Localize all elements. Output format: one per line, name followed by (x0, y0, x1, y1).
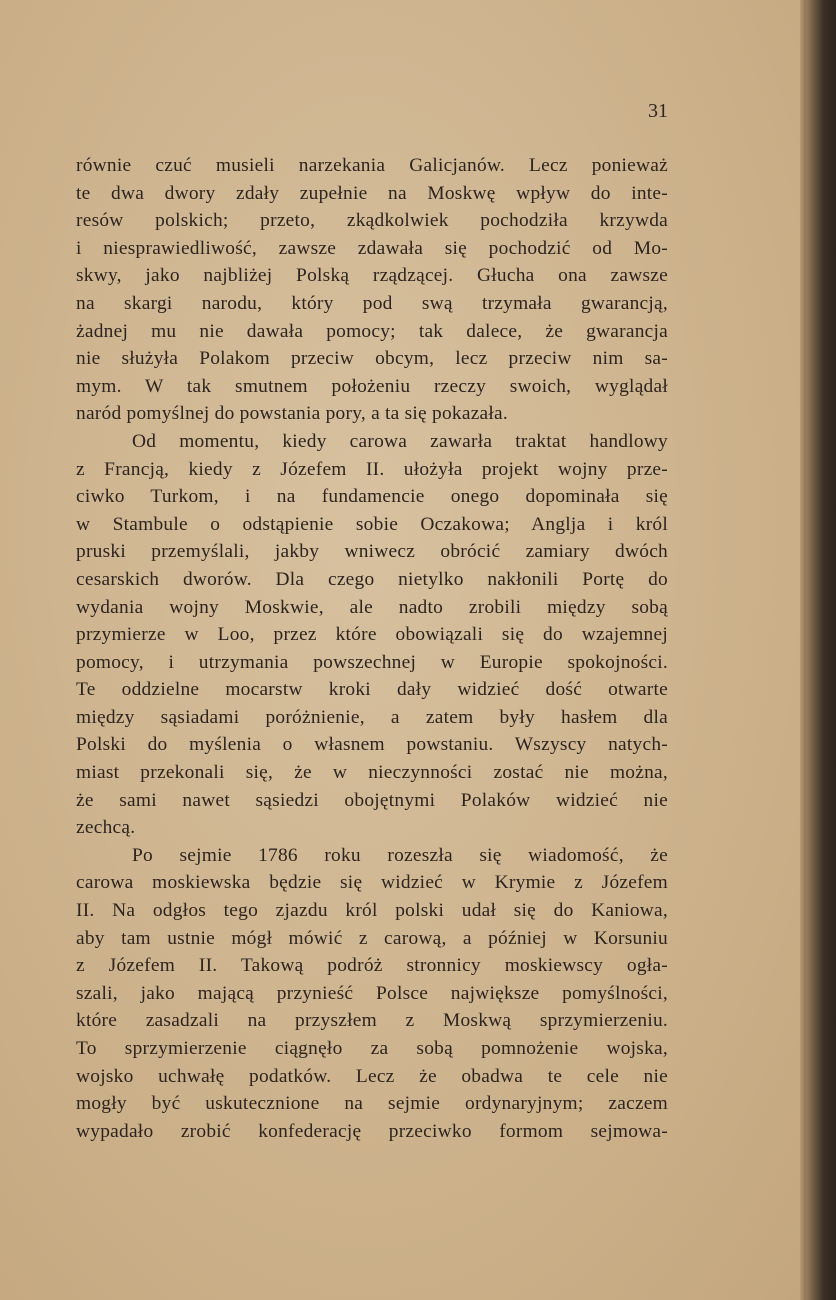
text-line: z Józefem II. Takową podróż stronnicy moskiewscy ogła- (76, 955, 668, 977)
text-line: które zasadzali na przyszłem z Moskwą sprzymierzeniu. (76, 1010, 668, 1032)
text-line: resów polskich; przeto, zkądkolwiek pochodziła krzywda (76, 210, 668, 232)
text-line: wydania wojny Moskwie, ale nadto zrobili między sobą (76, 596, 668, 618)
page-number: 31 (648, 100, 668, 122)
text-line: pruski przemyślali, jakby wniwecz obrócić zamiary dwóch (76, 541, 668, 563)
body-text (76, 152, 668, 1145)
text-line: i niesprawiedliwość, zawsze zdawała się pochodzić od Mo- (76, 237, 668, 259)
text-line: równie czuć musieli narzekania Galicjanów. Lecz ponieważ (76, 155, 668, 176)
text-line: żadnej mu nie dawała pomocy; tak dalece, że gwarancja (76, 320, 668, 342)
text-line: miast przekonali się, że w nieczynności zostać nie można, (76, 762, 668, 784)
text-line: II. Na odgłos tego zjazdu król polski udał się do Kaniowa, (76, 900, 668, 922)
text-line: wojsko uchwałę podatków. Lecz że obadwa te cele nie (76, 1065, 668, 1087)
text-line: Od momentu, kiedy carowa zawarła traktat handlowy (132, 430, 668, 452)
text-line: szali, jako mającą przynieść Polsce największe pomyślności, (76, 982, 668, 1004)
text-line: mym. W tak smutnem położeniu rzeczy swoich, wyglądał (76, 375, 668, 397)
text-line: pomocy, i utrzymania powszechnej w Europie spokojności. (76, 651, 668, 673)
text-line: Po sejmie 1786 roku rozeszła się wiadomość, że (132, 844, 668, 866)
text-line: Te oddzielne mocarstw kroki dały widzieć dość otwarte (76, 679, 668, 701)
text-line: cesarskich dworów. Dla czego nietylko nakłonili Portę do (76, 568, 668, 590)
text-line: mogły być uskutecznione na sejmie ordynaryjnym; zaczem (76, 1093, 668, 1115)
text-line: że sami nawet sąsiedzi obojętnymi Polaków widzieć nie (76, 789, 668, 811)
text-line: carowa moskiewska będzie się widzieć w Krymie z Józefem (76, 872, 668, 894)
book-gutter (806, 0, 836, 1300)
text-line: na skargi narodu, który pod swą trzymała gwarancją, (76, 292, 668, 314)
text-line: To sprzymierzenie ciągnęło za sobą pomnożenie wojska, (76, 1038, 668, 1059)
text-line: skwy, jako najbliżej Polską rządzącej. Głucha ona zawsze (76, 265, 668, 287)
text-line: te dwa dwory zdały zupełnie na Moskwę wpływ do inte- (76, 182, 668, 204)
text-line: z Francją, kiedy z Józefem II. ułożyła projekt wojny prze- (76, 458, 668, 480)
text-line: nie służyła Polakom przeciw obcym, lecz przeciw nim sa- (76, 348, 668, 370)
text-line: przymierze w Loo, przez które obowiązali się do wzajemnej (76, 624, 668, 646)
text-line: ciwko Turkom, i na fundamencie onego dopominała się (76, 486, 668, 508)
text-line: aby tam ustnie mógł mówić z carową, a później w Korsuniu (76, 927, 668, 949)
text-line: wypadało zrobić konfederację przeciwko formom sejmowa- (76, 1120, 668, 1142)
text-line: między sąsiadami poróżnienie, a zatem były hasłem dla (76, 706, 668, 728)
text-line: w Stambule o odstąpienie sobie Oczakowa; Anglja i król (76, 513, 668, 535)
text-line: zechcą. (76, 817, 136, 839)
text-line: naród pomyślnej do powstania pory, a ta się pokazała. (76, 403, 509, 425)
text-line: Polski do myślenia o własnem powstaniu. Wszyscy natych- (76, 734, 668, 756)
